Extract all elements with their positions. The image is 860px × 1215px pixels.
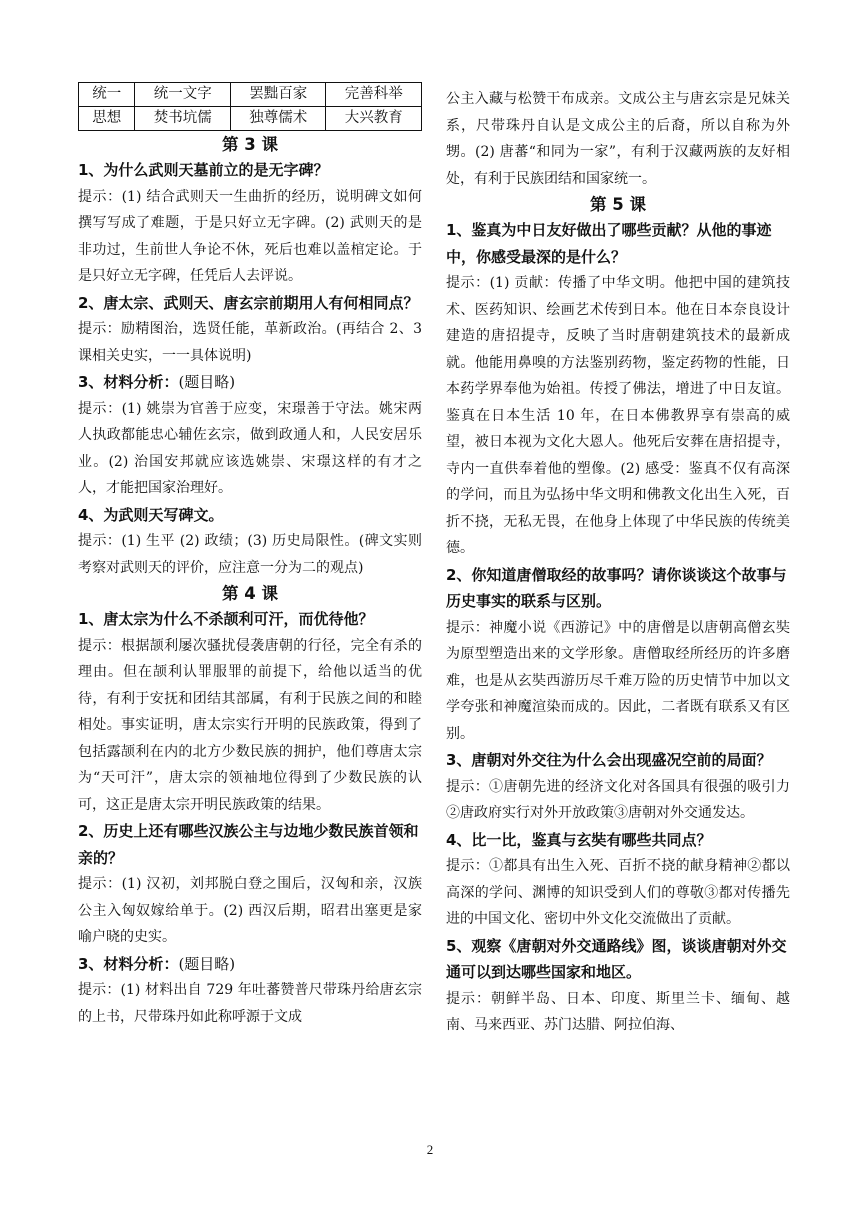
question-note: (题目略) (178, 373, 236, 391)
question-heading: 1、为什么武则天墓前立的是无字碑？ (78, 161, 329, 179)
question-label: 3、材料分析： (78, 373, 179, 391)
table-cell: 焚书坑儒 (135, 107, 231, 131)
question-heading: 1、唐太宗为什么不杀颉利可汗，而优待他？ (78, 610, 374, 628)
answer-text: 提示：(1) 汉初，刘邦脱白登之围后，汉匈和亲，汉族公主入匈奴嫁给单于。(2) 西汉后期，昭君出塞更是家喻户晓的史实。 (78, 876, 422, 945)
question-heading (78, 951, 422, 978)
table-cell: 独尊儒术 (230, 107, 326, 131)
question-heading: 4、比一比，鉴真与玄奘有哪些共同点？ (446, 830, 712, 849)
lesson-4-title: 第 4 课 (222, 584, 278, 603)
table-row (79, 107, 422, 131)
question-note: (题目略) (178, 954, 236, 973)
table-cell: 统一文字 (135, 83, 231, 107)
table-row (79, 83, 422, 107)
lesson-3-title: 第 3 课 (222, 135, 278, 154)
question-heading: 2、唐太宗、武则天、唐玄宗前期用人有何相同点？ (78, 293, 419, 312)
answer-text: 提示：根据颉利屡次骚扰侵袭唐朝的行径，完全有杀的理由。但在颉利认罪服罪的前提下，给他以适当的优待，有利于安抚和团结其部属，有利于民族之间的和睦相处。事实证明，唐太宗实行开明的民族政策，得到了包括露颉利在内的北方少数民族的拥护，他们尊唐太宗为“天可汗”，唐太宗的领袖地位得到了少数民族的认可，这正是唐太宗开明民族政策的结果。 (78, 637, 422, 813)
answer-text: 提示：(1) 姚崇为官善于应变，宋璟善于守法。姚宋两人执政都能忠心辅佐玄宗，做到政通人和，人民安居乐业。(2) 治国安邦就应该选姚崇、宋璟这样的有才之人，才能把国家治理好。 (78, 400, 422, 496)
question-heading: 5、观察《唐朝对外交通路线》图，谈谈唐朝对外交通可以到达哪些国家和地区。 (446, 936, 787, 981)
lesson-5-title: 第 5 课 (590, 195, 646, 214)
right-column (446, 86, 790, 1039)
question-label: 3、材料分析： (78, 954, 179, 973)
summary-table (78, 82, 422, 131)
page-number: 2 (426, 1142, 434, 1157)
question-heading (78, 369, 422, 396)
question-heading: 4、为武则天写碑文。 (78, 505, 224, 524)
question-heading: 3、唐朝对外交往为什么会出现盛况空前的局面？ (446, 751, 772, 769)
answer-text: 提示：神魔小说《西游记》中的唐僧是以唐朝高僧玄奘为原型塑造出来的文学形象。唐僧取经所经历的许多磨难，也是从玄奘西游历尽千难万险的历史情节中加以文学夸张和神魔渲染而成的。因此，二者既有联系又有区别。 (446, 619, 790, 742)
answer-text: 提示：(1) 生平 (2) 政绩；(3) 历史局限性。(碑文实则考察对武则天的评价，应注意一分为二的观点) (78, 533, 422, 576)
table-cell: 思想 (79, 107, 135, 131)
question-heading: 2、你知道唐僧取经的故事吗？请你谈谈这个故事与历史事实的联系与区别。 (446, 565, 787, 610)
left-column (78, 82, 422, 1030)
answer-text: 提示：励精图治，选贤任能，革新政治。(再结合 2、3 课相关史实，一一具体说明) (78, 321, 422, 364)
answer-text: 提示：(1) 结合武则天一生曲折的经历，说明碑文如何撰写写成了难题，于是只好立无字碑。(2) 武则天的是非功过，生前世人争论不休，死后也难以盖棺定论。于是只好立无字碑，任凭后人去评说。 (78, 188, 422, 284)
table-cell: 罢黜百家 (230, 83, 326, 107)
answer-text: 提示：(1) 材料出自 729 年吐蕃赞普尺带珠丹给唐玄宗的上书，尺带珠丹如此称呼源于文成 (78, 982, 422, 1025)
question-heading: 1、鉴真为中日友好做出了哪些贡献？从他的事迹中，你感受最深的是什么？ (446, 221, 772, 266)
answer-text: 提示：①唐朝先进的经济文化对各国具有很强的吸引力②唐政府实行对外开放政策③唐朝对外交通发达。 (446, 778, 790, 821)
question-heading: 2、历史上还有哪些汉族公主与边地少数民族首领和亲的？ (78, 822, 419, 867)
table-cell: 完善科举 (326, 83, 422, 107)
answer-text: 提示：朝鲜半岛、日本、印度、斯里兰卡、缅甸、越南、马来西亚、苏门达腊、阿拉伯海、 (446, 990, 790, 1033)
table-cell: 统一 (79, 83, 135, 107)
answer-text: 提示：①都具有出生入死、百折不挠的献身精神②都以高深的学问、渊博的知识受到人们的尊敬③都对传播先进的中国文化、密切中外文化交流做出了贡献。 (446, 858, 790, 927)
table-cell: 大兴教育 (326, 107, 422, 131)
answer-text: 提示：(1) 贡献：传播了中华文明。他把中国的建筑技术、医药知识、绘画艺术传到日本。他在日本奈良设计建造的唐招提寺，反映了当时唐朝建筑技术的最新成就。他能用鼻嗅的方法鉴别药物，鉴定药物的性能，日本药学界奉他为始祖。传授了佛法，增进了中日友谊。鉴真在日本生活 10 年，在日本佛教界享有崇高的威望，被日本视为文化大恩人。他死后安葬在唐招提寺，寺内一直供奉着他的塑像。(2) 感受：鉴真不仅有高深的学问，而且为弘扬中华文明和佛教文化出生入死，百折不挠，无私无畏，在他身上体现了中华民族的传统美德。 (446, 275, 790, 556)
answer-text: 公主入藏与松赞干布成亲。文成公主与唐玄宗是兄妹关系，尺带珠丹自认是文成公主的后裔，所以自称为外甥。(2) 唐蕃“和同为一家”，有利于汉藏两族的友好相处，有利于民族团结和国家统一。 (446, 91, 790, 187)
